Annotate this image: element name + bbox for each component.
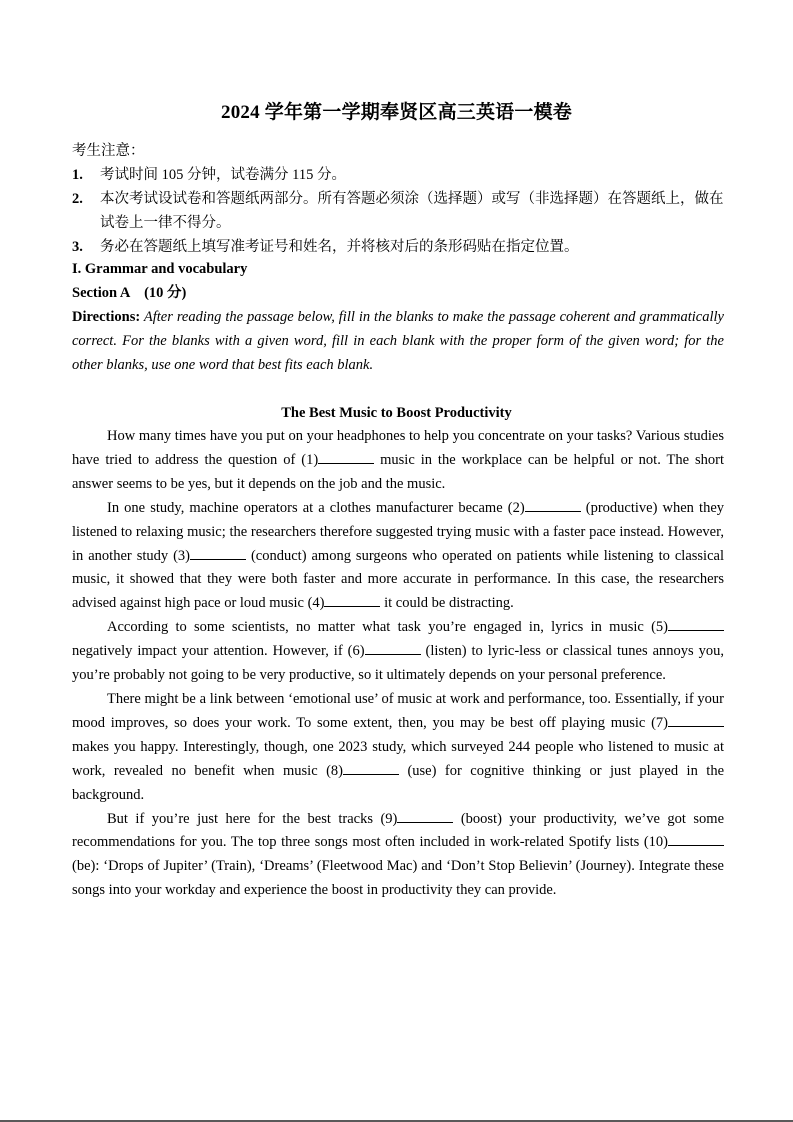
answer-blank <box>525 499 581 512</box>
passage-paragraph: According to some scientists, no matter what task you’re engaged in, lyrics in music (5) negatively impact your attention. However, if (6) (listen) to lyric-less or classical tunes annoys you, you’re probably not going to be very productive, so it ultimately depends on your personal preference. <box>72 619 724 684</box>
document-title: 2024 学年第一学期奉贤区高三英语一模卷 <box>221 102 572 123</box>
notice-item-number: 3. <box>72 239 83 255</box>
answer-blank <box>668 833 724 846</box>
notice-heading: 考生注意： <box>72 143 145 159</box>
passage-paragraph: But if you’re just here for the best tracks (9) (boost) your productivity, we’ve got some recommendations for you. The top three songs most often included in work-related Spotify lists (10) (be): ‘Drops of Jupiter’ (Train), ‘Dreams’ (Fleetwood Mac) and ‘Don’t Stop Believin’ (Journey). Integrate these songs into your workday and experience the boost in productivity they can provide. <box>72 810 724 899</box>
directions <box>72 305 724 377</box>
passage-body <box>72 425 724 903</box>
directions-label: Directions: <box>72 309 141 325</box>
answer-blank <box>343 762 399 775</box>
notice-item-text: 本次考试设试卷和答题纸两部分。所有答题必须涂（选择题）或写（非选择题）在答题纸上，做在试卷上一律不得分。 <box>100 191 724 231</box>
section-heading: Section A (10 分) <box>72 285 187 301</box>
passage-paragraph: How many times have you put on your headphones to help you concentrate on your tasks? Various studies have tried to address the question of (1) music in the workplace can be helpful or not. The short answer seems to be yes, but it depends on the job and the music. <box>72 428 724 492</box>
notice-item-text: 务必在答题纸上填写准考证号和姓名，并将核对后的条形码贴在指定位置。 <box>100 239 579 255</box>
notice-item-number: 2. <box>72 191 83 207</box>
passage-paragraph: In one study, machine operators at a clothes manufacturer became (2) (productive) when they listened to relaxing music; the researchers therefore suggested trying music with a faster pace instead. However, in another study (3) (conduct) among surgeons who operated on patients while listening to classical music, it showed that they were both faster and more accurate in performance. In this case, the researchers advised against high pace or loud music (4) it could be distracting. <box>72 499 724 612</box>
answer-blank <box>318 451 374 464</box>
answer-blank <box>668 618 724 631</box>
answer-blank <box>397 810 453 823</box>
answer-blank <box>668 714 724 727</box>
part-heading: I. Grammar and vocabulary <box>72 261 248 277</box>
directions-text: After reading the passage below, fill in the blanks to make the passage coherent and grammatically correct. For the blanks with a given word, fill in each blank with the proper form of the given word; for the other blanks, use one word that best fits each blank. <box>72 309 724 373</box>
answer-blank <box>324 594 380 607</box>
notice-item <box>72 187 732 235</box>
notice-item <box>72 163 732 187</box>
notice-item-number: 1. <box>72 167 83 183</box>
notice-item <box>72 235 732 259</box>
answer-blank <box>365 642 421 655</box>
passage-paragraph: There might be a link between ‘emotional use’ of music at work and performance, too. Essentially, if your mood improves, so does your work. To some extent, then, you may be best off playing music (7) makes you happy. Interestingly, though, one 2023 study, which surveyed 244 people who listened to music at work, revealed no benefit when music (8) (use) for cognitive thinking or just played in the background. <box>72 690 725 803</box>
candidate-notice <box>72 139 732 259</box>
passage-title: The Best Music to Boost Productivity <box>281 405 512 421</box>
answer-blank <box>190 547 246 560</box>
notice-item-text: 考试时间 105 分钟，试卷满分 115 分。 <box>100 167 346 183</box>
